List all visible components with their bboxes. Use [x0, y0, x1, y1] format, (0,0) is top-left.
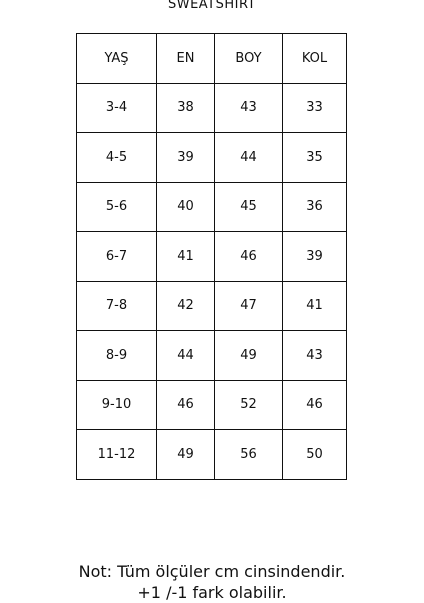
cell-en: 42	[157, 281, 215, 331]
cell-en: 46	[157, 380, 215, 430]
cell-boy: 52	[215, 380, 283, 430]
table-row	[77, 232, 347, 282]
cell-yas: 5-6	[77, 182, 157, 232]
cell-kol: 36	[283, 182, 347, 232]
header-boy: BOY	[215, 34, 283, 84]
cell-boy: 44	[215, 133, 283, 183]
cell-yas: 4-5	[77, 133, 157, 183]
cell-kol: 33	[283, 83, 347, 133]
cell-boy: 46	[215, 232, 283, 282]
cell-yas: 8-9	[77, 331, 157, 381]
cell-kol: 39	[283, 232, 347, 282]
header-yas: YAŞ	[77, 34, 157, 84]
table-row	[77, 133, 347, 183]
table-header-row	[77, 34, 347, 84]
cell-kol: 35	[283, 133, 347, 183]
cell-boy: 43	[215, 83, 283, 133]
cell-yas: 6-7	[77, 232, 157, 282]
table-row	[77, 430, 347, 480]
cell-boy: 49	[215, 331, 283, 381]
note-line-1: Not: Tüm ölçüler cm cinsindendir.	[78, 562, 346, 581]
note-line-2: +1 /-1 fark olabilir.	[137, 583, 287, 602]
cell-boy: 45	[215, 182, 283, 232]
cell-en: 38	[157, 83, 215, 133]
cell-kol: 50	[283, 430, 347, 480]
cell-yas: 7-8	[77, 281, 157, 331]
size-chart-table	[76, 33, 347, 480]
cell-en: 44	[157, 331, 215, 381]
table-row	[77, 83, 347, 133]
cell-en: 41	[157, 232, 215, 282]
cell-kol: 46	[283, 380, 347, 430]
header-kol: KOL	[283, 34, 347, 84]
cell-kol: 43	[283, 331, 347, 381]
table-row	[77, 331, 347, 381]
table-row	[77, 281, 347, 331]
table-row	[77, 182, 347, 232]
cell-en: 39	[157, 133, 215, 183]
cell-boy: 56	[215, 430, 283, 480]
cell-en: 49	[157, 430, 215, 480]
header-en: EN	[157, 34, 215, 84]
page-title: SWEATSHIRT	[167, 0, 257, 12]
cell-yas: 11-12	[77, 430, 157, 480]
cell-yas: 3-4	[77, 83, 157, 133]
cell-yas: 9-10	[77, 380, 157, 430]
cell-en: 40	[157, 182, 215, 232]
cell-kol: 41	[283, 281, 347, 331]
table-row	[77, 380, 347, 430]
cell-boy: 47	[215, 281, 283, 331]
